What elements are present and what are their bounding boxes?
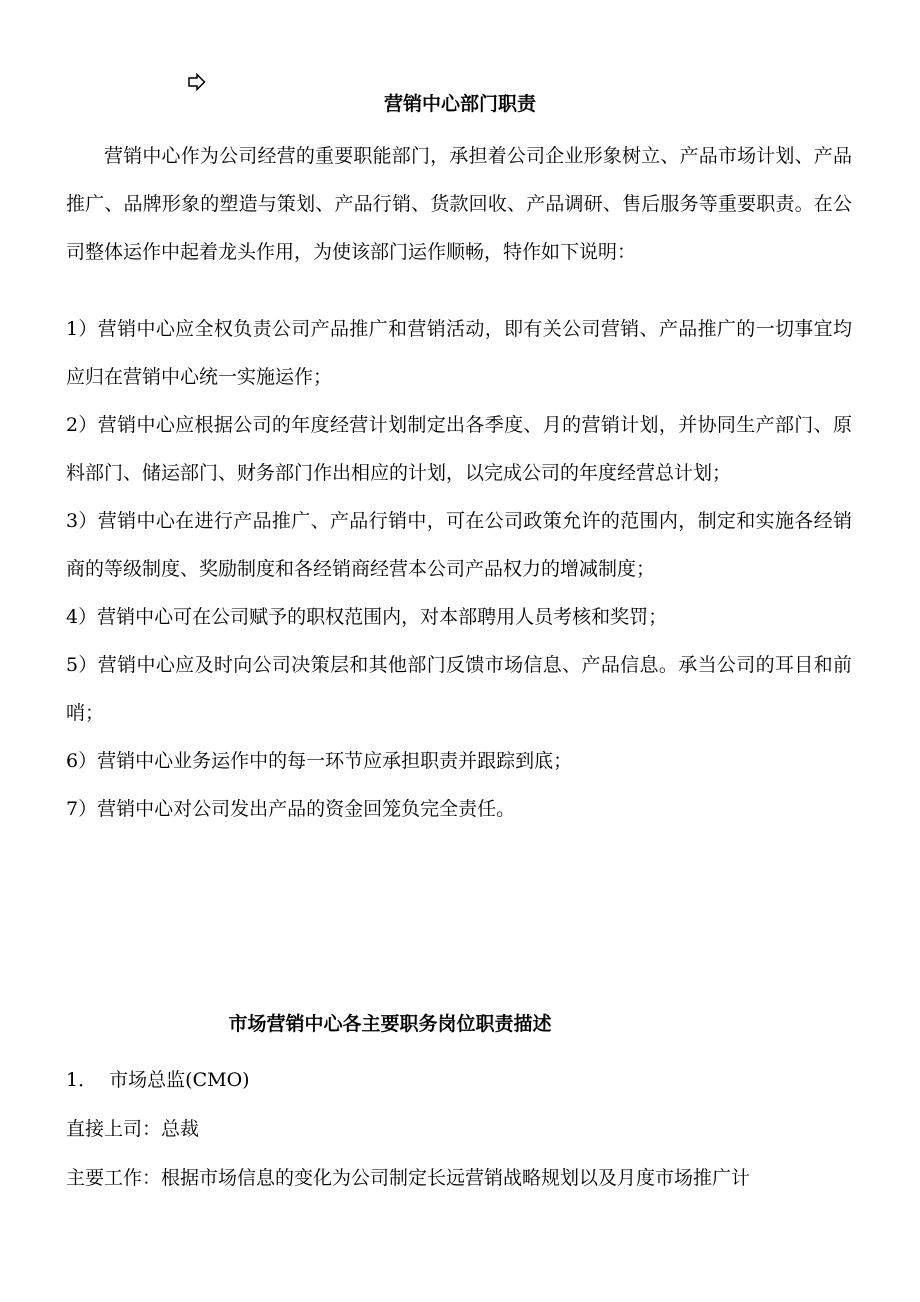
responsibility-item-4: 4）营销中心可在公司赋予的职权范围内，对本部聘用人员考核和奖罚； xyxy=(66,606,668,628)
role-title: 1． 市场总监(CMO) xyxy=(66,1069,250,1091)
responsibility-item-3: 3）营销中心在进行产品推广、产品行销中，可在公司政策允许的范围内，制定和实施各经销商的等级制度、奖励制度和各经销商经营本公司产品权力的增减制度； xyxy=(66,510,852,580)
page-title-text: 营销中心部门职责 xyxy=(383,92,536,115)
responsibility-item-5: 5）营销中心应及时向公司决策层和其他部门反馈市场信息、产品信息。承当公司的耳目和前哨； xyxy=(66,654,852,724)
page-title xyxy=(0,92,920,116)
section-title: 市场营销中心各主要职务岗位职责描述 xyxy=(228,1012,552,1035)
responsibility-item-6: 6）营销中心业务运作中的每一环节应承担职责并跟踪到底； xyxy=(66,750,573,772)
role-supervisor: 直接上司：总裁 xyxy=(66,1118,200,1140)
responsibility-list xyxy=(66,305,852,833)
responsibility-item-1: 1）营销中心应全权负责公司产品推广和营销活动，即有关公司营销、产品推广的一切事宜均应归在营销中心统一实施运作； xyxy=(66,318,852,388)
intro-paragraph: 营销中心作为公司经营的重要职能部门，承担着公司企业形象树立、产品市场计划、产品推广、品牌形象的塑造与策划、产品行销、货款回收、产品调研、售后服务等重要职责。在公司整体运作中起着龙头作用，为使该部门运作顺畅，特作如下说明： xyxy=(66,145,852,263)
role-main-work: 主要工作：根据市场信息的变化为公司制定长远营销战略规划以及月度市场推广计 xyxy=(66,1167,751,1189)
role-description-section xyxy=(66,1056,852,1203)
responsibility-item-2: 2）营销中心应根据公司的年度经营计划制定出各季度、月的营销计划，并协同生产部门、原料部门、储运部门、财务部门作出相应的计划，以完成公司的年度经营总计划； xyxy=(66,414,852,484)
right-arrow-outline-icon xyxy=(187,72,207,92)
responsibility-item-7: 7）营销中心对公司发出产品的资金回笼负完全责任。 xyxy=(66,798,516,820)
